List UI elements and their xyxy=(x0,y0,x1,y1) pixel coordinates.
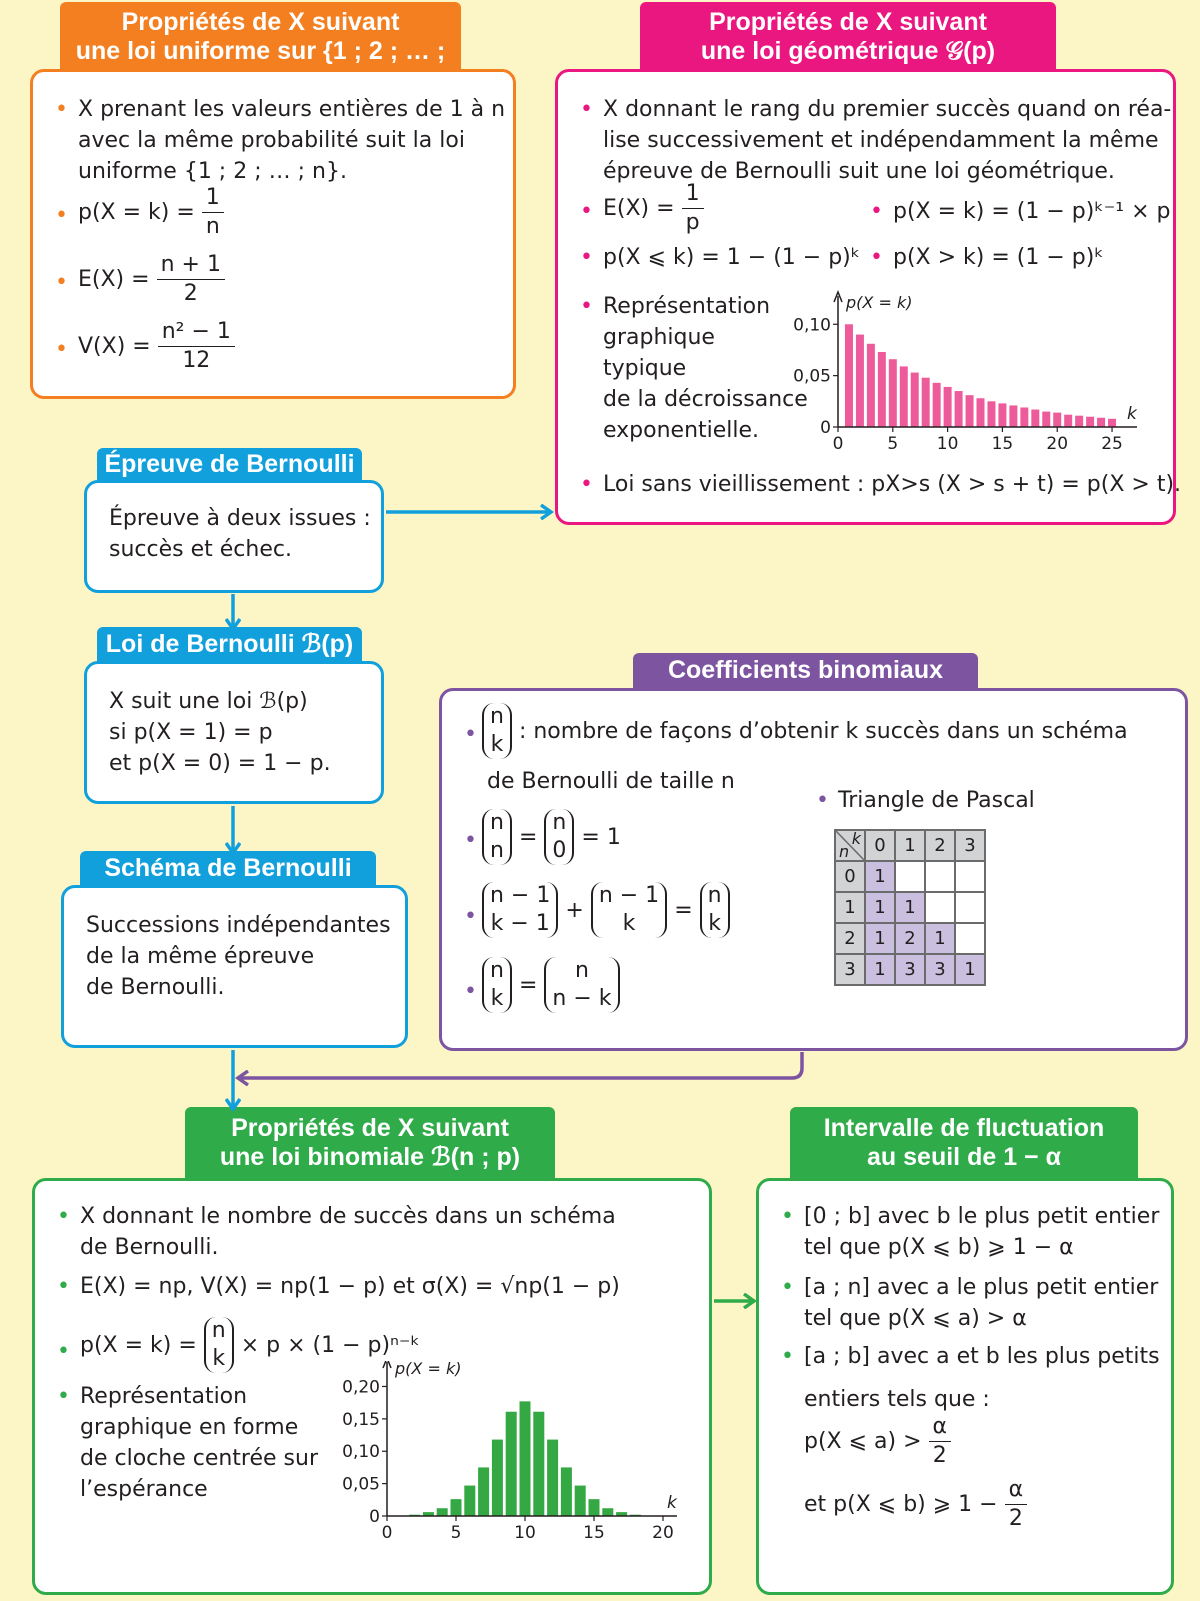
y-tick-label: 0,20 xyxy=(342,1377,380,1398)
uniform-title-line2: une loi uniforme sur {1 ; 2 ; … ; xyxy=(75,37,446,65)
geometric-memoryless: Loi sans vieillissement : pX>s (X > s + t) = p(X > t). xyxy=(603,472,1182,497)
x-tick-label: 20 xyxy=(1046,434,1069,454)
x-axis-label: k xyxy=(1127,404,1137,424)
x-tick-label: 0 xyxy=(381,1523,393,1543)
fluctuation-b1-1: [0 ; b] avec b le plus petit entier xyxy=(804,1204,1160,1229)
bernoulli-scheme-title: Schéma de Bernoulli xyxy=(80,851,376,887)
y-tick-label: 0 xyxy=(820,418,831,438)
bernoulli-trial-text-2: succès et échec. xyxy=(109,537,292,562)
geometric-title-line1: Propriétés de X suivant xyxy=(709,8,987,36)
fluctuation-b1-2: tel que p(X ⩽ b) ⩾ 1 − α xyxy=(804,1235,1074,1260)
binomial-text-2: de Bernoulli. xyxy=(80,1235,219,1260)
fluctuation-b3-4: et p(X ⩽ b) ⩾ 1 − $\frac{\alpha}{2}$ xyxy=(804,1476,1027,1533)
y-axis-label: p(X = k) xyxy=(846,293,913,312)
bullet-icon: • xyxy=(580,97,593,122)
uniform-text-1: X prenant les valeurs entières de 1 à n xyxy=(78,97,506,122)
fluctuation-title-line1: Intervalle de fluctuation xyxy=(823,1114,1105,1142)
fluctuation-b2-2: tel que p(X ⩽ a) > α xyxy=(804,1306,1027,1331)
y-tick-label: 0,10 xyxy=(342,1442,380,1463)
fluctuation-title-line2: au seuil de 1 − α xyxy=(867,1143,1061,1171)
fluctuation-b3-2: entiers tels que : xyxy=(804,1387,990,1412)
x-tick-label: 5 xyxy=(887,434,899,454)
binom-definition: n k : nombre de façons d’obtenir k succès dans un schéma xyxy=(482,703,1128,759)
bullet-icon: • xyxy=(464,904,477,929)
bernoulli-scheme-text-2: de la même épreuve xyxy=(86,944,315,969)
bullet-icon: • xyxy=(580,245,593,270)
uniform-variance: V(X) = $\frac{\text{n² − 1}}{12}$ xyxy=(78,318,235,375)
x-tick-label: 10 xyxy=(514,1523,536,1543)
bernoulli-law-text-3: et p(X = 0) = 1 − p. xyxy=(109,751,331,776)
x-tick-label: 0 xyxy=(832,434,844,454)
binomial-text-1: X donnant le nombre de succès dans un schéma xyxy=(80,1204,616,1229)
uniform-pk: p(X = k) = $\frac{1}{n}$ xyxy=(78,184,224,241)
bullet-icon: • xyxy=(55,203,68,228)
bullet-icon: • xyxy=(57,1274,70,1299)
bullet-icon: • xyxy=(580,199,593,224)
pascal-header-cell: 3 xyxy=(955,830,985,861)
x-tick-label: 20 xyxy=(652,1523,674,1543)
bullet-icon: • xyxy=(870,245,883,270)
bullet-icon: • xyxy=(816,788,829,813)
pascal-cell: 1 xyxy=(865,923,895,954)
x-tick-label: 10 xyxy=(936,434,959,454)
binomial-repr-2: graphique en forme xyxy=(80,1415,299,1440)
bullet-icon: • xyxy=(580,294,593,319)
binom-definition-2: de Bernoulli de taille n xyxy=(487,769,735,794)
bernoulli-law-title: Loi de Bernoulli ℬ(p) xyxy=(97,627,362,663)
y-tick-label: 0,10 xyxy=(793,315,831,336)
bullet-icon: • xyxy=(464,979,477,1004)
bullet-icon: • xyxy=(781,1204,794,1229)
binomial-title-line1: Propriétés de X suivant xyxy=(231,1114,509,1142)
bullet-icon: • xyxy=(464,828,477,853)
bullet-icon: • xyxy=(55,97,68,122)
bernoulli-scheme-text-1: Successions indépendantes xyxy=(86,913,391,938)
y-tick-label: 0,05 xyxy=(342,1474,380,1495)
pascal-cell: 3 xyxy=(925,954,955,985)
pascal-corner: k n xyxy=(835,830,865,861)
bernoulli-trial-text-1: Épreuve à deux issues : xyxy=(109,506,371,531)
pascal-cell: 1 xyxy=(865,954,895,985)
uniform-text-2: avec la même probabilité suit la loi xyxy=(78,128,465,153)
fluctuation-b3-1: [a ; b] avec a et b les plus petits xyxy=(804,1344,1160,1369)
binomial-repr-4: l’espérance xyxy=(80,1477,208,1502)
bullet-icon: • xyxy=(55,337,68,362)
geometric-repr-1: Représentation xyxy=(603,294,771,319)
bullet-icon: • xyxy=(781,1344,794,1369)
geometric-text-1: X donnant le rang du premier succès quand on réa- xyxy=(603,97,1172,122)
bullet-icon: • xyxy=(57,1339,70,1364)
pascal-row-header: 3 xyxy=(835,954,865,985)
fluctuation-b3-3: p(X ⩽ a) > $\frac{\alpha}{2}$ xyxy=(804,1413,951,1470)
geometric-text-3: épreuve de Bernoulli suit une loi géométrique. xyxy=(603,159,1115,184)
uniform-text-3: uniforme {1 ; 2 ; … ; n}. xyxy=(78,159,347,184)
pascal-cell: 1 xyxy=(865,861,895,892)
y-tick-label: 0,05 xyxy=(793,366,831,387)
binomial-repr-3: de cloche centrée sur xyxy=(80,1446,319,1471)
pascal-row-header: 0 xyxy=(835,861,865,892)
y-axis-label: p(X = k) xyxy=(395,1361,462,1378)
geometric-repr-5: exponentielle. xyxy=(603,418,760,443)
x-tick-label: 15 xyxy=(583,1523,605,1543)
geometric-text-2: lise successivement et indépendamment la même xyxy=(603,128,1159,153)
bullet-icon: • xyxy=(781,1275,794,1300)
pascal-rule: n − 1 k − 1 + n − 1 k = n k xyxy=(482,882,730,938)
geometric-repr-2: graphique xyxy=(603,325,715,350)
pascal-header-cell: 2 xyxy=(925,830,955,861)
bullet-icon: • xyxy=(57,1384,70,1409)
geometric-repr-4: de la décroissance xyxy=(603,387,808,412)
bernoulli-trial-title: Épreuve de Bernoulli xyxy=(97,448,362,482)
bullet-icon: • xyxy=(870,199,883,224)
y-tick-label: 0,15 xyxy=(342,1409,380,1430)
pascal-cell: 1 xyxy=(895,892,925,923)
bernoulli-scheme-text-3: de Bernoulli. xyxy=(86,975,225,1000)
binomial-moments: E(X) = np, V(X) = np(1 − p) et σ(X) = √np(1 − p) xyxy=(80,1274,620,1299)
bullet-icon: • xyxy=(580,472,593,497)
bullet-icon: • xyxy=(57,1204,70,1229)
bullet-icon: • xyxy=(464,722,477,747)
pascal-cell: 1 xyxy=(925,923,955,954)
binomial-pk: p(X = k) = n k × p × (1 − p)ⁿ⁻ᵏ xyxy=(80,1318,420,1371)
geometric-tail: p(X > k) = (1 − p)ᵏ xyxy=(893,245,1104,270)
pascal-row-header: 1 xyxy=(835,892,865,923)
uniform-expectation: E(X) = $\frac{n + 1}{2}$ xyxy=(78,251,225,308)
binomial-repr-1: Représentation xyxy=(80,1384,248,1409)
arrow-coeffs-to-binomial xyxy=(238,1052,802,1078)
pascal-header-cell: 1 xyxy=(895,830,925,861)
uniform-title-line1: Propriétés de X suivant xyxy=(121,8,400,36)
fluctuation-b2-1: [a ; n] avec a le plus petit entier xyxy=(804,1275,1159,1300)
x-tick-label: 5 xyxy=(450,1523,462,1543)
geometric-cdf: p(X ⩽ k) = 1 − (1 − p)ᵏ xyxy=(603,245,861,270)
x-axis-label: k xyxy=(667,1493,677,1513)
bernoulli-law-text-2: si p(X = 1) = p xyxy=(109,720,273,745)
pascal-label: Triangle de Pascal xyxy=(838,788,1035,813)
pascal-row-header: 2 xyxy=(835,923,865,954)
y-tick-label: 0 xyxy=(369,1507,380,1527)
pascal-cell: 1 xyxy=(955,954,985,985)
x-tick-label: 15 xyxy=(991,434,1014,454)
geometric-expectation: E(X) = $\frac{1}{p}$ xyxy=(603,180,704,237)
symmetry-rule: n k = n n − k xyxy=(482,957,620,1013)
pascal-cell: 2 xyxy=(895,923,925,954)
binom-identity-1: n n = n 0 = 1 xyxy=(482,809,621,865)
geometric-repr-3: typique xyxy=(603,356,687,381)
binomial-coefficients-title: Coefficients binomiaux xyxy=(633,653,978,689)
pascal-cell: 1 xyxy=(865,892,895,923)
geometric-title-line2: une loi géométrique 𝒢(p) xyxy=(700,37,996,65)
x-tick-label: 25 xyxy=(1101,434,1123,454)
pascal-cell: 3 xyxy=(895,954,925,985)
bullet-icon: • xyxy=(55,270,68,295)
binomial-title-line2: une loi binomiale ℬ(n ; p) xyxy=(219,1143,521,1171)
bernoulli-law-text-1: X suit une loi ℬ(p) xyxy=(109,689,308,714)
pascal-header-cell: 0 xyxy=(865,830,895,861)
geometric-pk: p(X = k) = (1 − p)ᵏ⁻¹ × p xyxy=(893,199,1171,224)
